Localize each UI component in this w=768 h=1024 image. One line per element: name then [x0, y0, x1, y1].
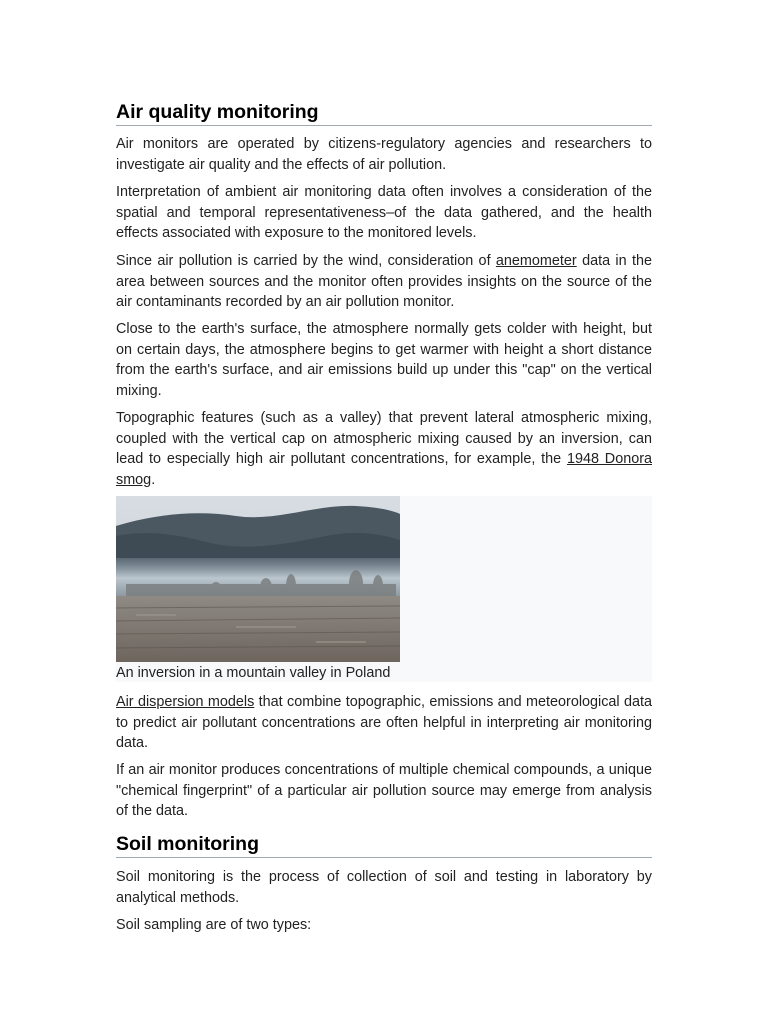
air-dispersion-models-link[interactable]: Air dispersion models [116, 694, 255, 710]
donora-smog-link[interactable]: 1948 Donora smog [116, 451, 652, 488]
paragraph-dispersion-text: that combine topographic, emissions and meteorological data to predict air pollutant concentrations are often helpful in interpreting air monitoring data. [116, 694, 652, 752]
inversion-photo[interactable] [116, 496, 400, 662]
section-heading-soil: Soil monitoring [116, 832, 652, 858]
paragraph-topographic-text-1: Topographic features (such as a valley) that prevent lateral atmospheric mixing, coupled with the vertical cap on atmospheric mixing caused by an inversion, can lead to especially high air pollutant concentrations, for example, the [116, 410, 652, 468]
paragraph-air-monitors: Air monitors are operated by citizens-regulatory agencies and researchers to investigate air quality and the effects of air pollution. [116, 136, 652, 173]
paragraph-interpretation: Interpretation of ambient air monitoring data often involves a consideration of the spatial and temporal representativeness–of the data gathered, and the health effects associated with exposure to the monitored levels. [116, 184, 652, 242]
section-heading-air-quality: Air quality monitoring [116, 100, 652, 126]
paragraph-topographic-text-2: . [151, 471, 156, 488]
paragraph-soil-sampling: Soil sampling are of two types: [116, 917, 312, 933]
paragraph-topographic [116, 408, 652, 490]
figure-inversion [116, 496, 652, 682]
paragraph-dispersion-models [116, 692, 652, 754]
paragraph-wind [116, 251, 652, 313]
paragraph-inversion: Close to the earth's surface, the atmosphere normally gets colder with height, but on certain days, the atmosphere begins to get warmer with height a short distance from the earth's surface, and air emissions build up under this "cap" on the vertical mixing. [116, 321, 652, 399]
paragraph-soil-monitoring: Soil monitoring is the process of collection of soil and testing in laboratory by analytical methods. [116, 869, 652, 906]
paragraph-wind-text-2: data in the area between sources and the monitor often provides insights on the source of the air contaminants recorded by an air pollution monitor. [116, 253, 652, 311]
paragraph-chemical-fingerprint: If an air monitor produces concentrations of multiple chemical compounds, a unique "chemical fingerprint" of a particular air pollution source may emerge from analysis of the data. [116, 762, 652, 820]
figure-caption: An inversion in a mountain valley in Poland [116, 665, 391, 681]
paragraph-wind-text-1: Since air pollution is carried by the wind, consideration of [116, 253, 496, 269]
anemometer-link[interactable]: anemometer [495, 253, 577, 269]
